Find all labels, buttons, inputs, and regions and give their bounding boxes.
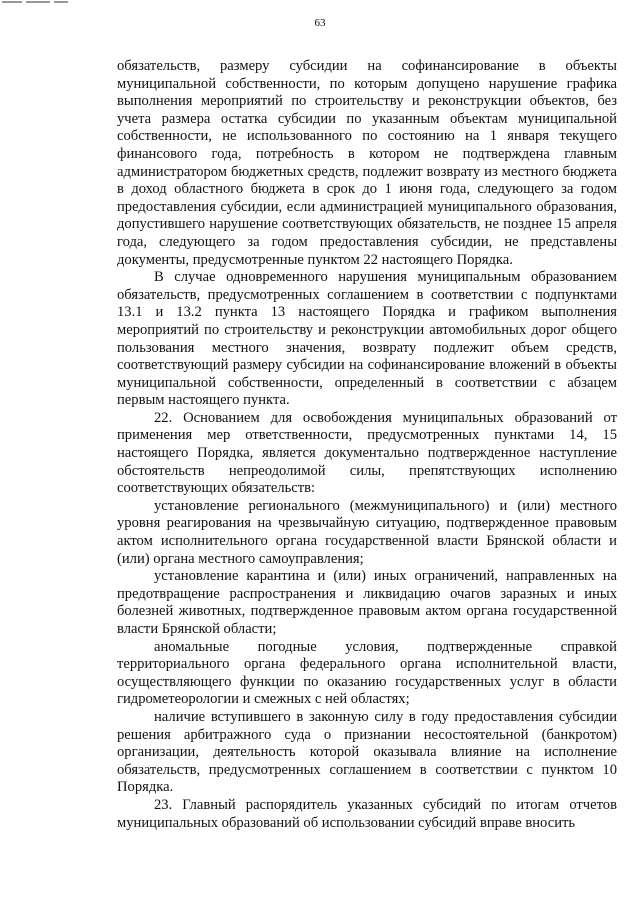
paragraph-simultaneous-violation: В случае одновременного нарушения муниципальным образованием обязательств, предусмотренных соглашением в соответствии с подпунктами 13.1 и 13.2 пункта 13 настоящего Порядка и графиком выполнения мероприятий по строительству и реконструкции автомобильных дорог общего пользования местного значения, возврату подлежит объем средств, соответствующий размеру субсидии на софинансирование вложений в объекты муниципальной собственности, определенный в соответствии с абзацем первым настоящего пункта. <box>117 269 617 409</box>
list-item-weather: аномальные погодные условия, подтвержденные справкой территориального органа федерального органа исполнительной власти, осуществляющего функции по оказанию государственных услуг в области гидрометеорологии и смежных с ней областях; <box>117 638 617 708</box>
scan-corner-mark <box>0 0 72 6</box>
list-item-bankruptcy: наличие вступившего в законную силу в году предоставления субсидии решения арбитражного суда о признании несостоятельной (банкротом) организации, деятельность которой оказывала влияние на исполнение обязательств, предусмотренных соглашением в соответствии с пунктом 10 Порядка. <box>117 708 617 796</box>
paragraph-22: 22. Основанием для освобождения муниципальных образований от применения мер ответственности, предусмотренных пунктами 14, 15 настоящего Порядка, является документально подтвержденное наступление обстоятельств непреодолимой силы, препятствующих исполнению соответствующих обязательств: <box>117 409 617 497</box>
paragraph-23: 23. Главный распорядитель указанных субсидий по итогам отчетов муниципальных образований об использовании субсидий вправе вносить <box>117 796 617 831</box>
list-item-quarantine: установление карантина и (или) иных ограничений, направленных на предотвращение распространения и ликвидацию очагов заразных и иных болезней животных, подтвержденное правовым актом органа государственной власти Брянской области; <box>117 568 617 637</box>
document-body <box>117 58 617 832</box>
list-item-emergency: установление регионального (межмуниципального) и (или) местного уровня реагирования на чрезвычайную ситуацию, подтвержденное правовым актом исполнительного органа государственной власти Брянской области и (или) органа местного самоуправления; <box>117 497 617 567</box>
page-number: 63 <box>314 17 326 29</box>
paragraph-continuation: обязательств, размеру субсидии на софинансирование в объекты муниципальной собственности, по которым допущено нарушение графика выполнения мероприятий по строительству и реконструкции объектов, без учета размера остатка субсидии по указанным объектам муниципальной собственности, не использованного по состоянию на 1 января текущего финансового года, потребность в котором не подтверждена главным администратором бюджетных средств, подлежит возврату из местного бюджета в доход областного бюджета в срок до 1 июня года, следующего за годом предоставления субсидии, если администрацией муниципального образования, допустившего нарушение соответствующих обязательств, не позднее 15 апреля года, следующего за годом предоставления субсидии, не представлены документы, предусмотренные пунктом 22 настоящего Порядка. <box>117 58 617 268</box>
